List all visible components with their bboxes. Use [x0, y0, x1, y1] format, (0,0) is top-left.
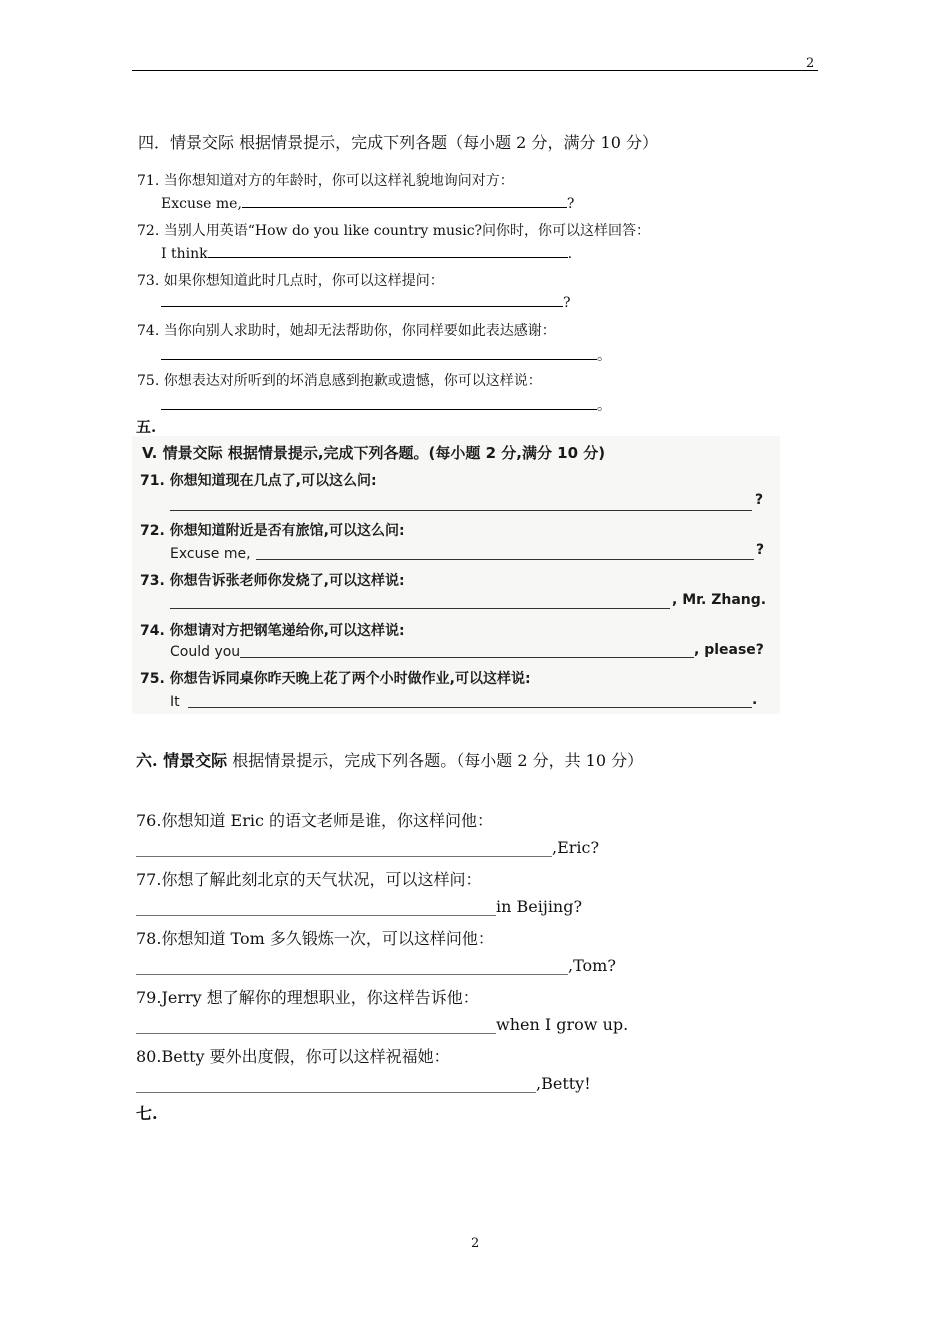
section4-q71: 71. 当你想知道对方的年龄时，你可以这样礼貌地询问对方：: [137, 173, 514, 189]
section6-q80-answer[interactable]: __________________________________________________,Betty!: [136, 1074, 591, 1093]
section6-q80: 80.Betty 要外出度假，你可以这样祝福她：: [136, 1047, 450, 1066]
scan-q73-end: , Mr. Zhang.: [672, 592, 767, 608]
section4-q73-end: ?: [563, 295, 571, 311]
answer-blank[interactable]: [242, 195, 567, 208]
section4-q75: 75. 你想表达对所听到的坏消息感到抱歉或遗憾，你可以这样说：: [137, 373, 542, 389]
scan-q74: 74. 你想请对方把钢笔递给你,可以这样说:: [140, 623, 405, 639]
scan-q72: 72. 你想知道附近是否有旅馆,可以这么问:: [140, 523, 405, 539]
section6-q77-answer[interactable]: _____________________________________________in Beijing?: [136, 897, 583, 916]
section4-q74-answer: [161, 345, 611, 365]
section6-q79: 79.Jerry 想了解你的理想职业，你这样告诉他：: [136, 988, 479, 1007]
section6-title-rest: 根据情景提示，完成下列各题。（每小题 2 分，共 10 分）: [227, 751, 644, 770]
scan-q74-end: , please?: [694, 642, 764, 658]
scan-answer-line[interactable]: [170, 510, 752, 511]
scan-q72-end: ?: [756, 542, 765, 558]
section6-q78-answer[interactable]: ______________________________________________________,Tom?: [136, 956, 616, 975]
answer-blank[interactable]: [161, 294, 563, 307]
section7-label: 七.: [136, 1104, 158, 1123]
section6-q76: 76.你想知道 Eric 的语文老师是谁，你这样问他：: [136, 811, 494, 830]
section6-q79-answer[interactable]: _____________________________________________when I grow up.: [136, 1015, 629, 1034]
scan-q75: 75. 你想告诉同桌你昨天晚上花了两个小时做作业,可以这样说:: [140, 671, 531, 687]
scanned-exercise-image: [132, 436, 780, 714]
answer-blank[interactable]: [208, 245, 568, 258]
section4-q73: 73. 如果你想知道此时几点时，你可以这样提问：: [137, 273, 444, 289]
header-page-number: 2: [806, 56, 815, 71]
section6-title-bold: 六. 情景交际: [136, 751, 228, 770]
header-rule: [132, 70, 818, 71]
scan-q75-prefix: It: [170, 694, 180, 710]
scan-q73: 73. 你想告诉张老师你发烧了,可以这样说:: [140, 573, 405, 589]
scan-answer-line[interactable]: [240, 657, 694, 658]
scan-answer-line[interactable]: [256, 559, 754, 560]
scan-q71: 71. 你想知道现在几点了,可以这么问:: [140, 473, 377, 489]
section4-q71-prefix: Excuse me,: [161, 196, 242, 212]
section4-q72: 72. 当别人用英语“How do you like country music?问你时，你可以这样回答：: [137, 223, 651, 239]
scan-q74-prefix: Could you: [170, 644, 241, 660]
section4-q75-answer: [161, 395, 611, 415]
section4-q71-end: ?: [566, 196, 575, 212]
scan-q71-end: ?: [755, 492, 764, 508]
scan-q75-end: .: [752, 692, 758, 708]
section6-title: [136, 748, 643, 771]
scan-answer-line[interactable]: [188, 707, 752, 708]
footer-page-number: 2: [471, 1236, 480, 1251]
scan-title: V. 情景交际 根据情景提示,完成下列各题。(每小题 2 分,满分 10 分): [142, 444, 606, 462]
section4-title: 四．情景交际 根据情景提示，完成下列各题（每小题 2 分，满分 10 分）: [138, 133, 658, 152]
section4-q73-answer: [161, 294, 571, 311]
section4-q72-end: .: [567, 246, 573, 262]
section4-q75-end: 。: [597, 398, 611, 414]
section4-q72-answer: [161, 245, 572, 262]
section5-label: 五.: [136, 418, 157, 436]
scan-answer-line[interactable]: [170, 608, 670, 609]
section4-q72-prefix: I think: [161, 246, 208, 262]
section4-q74-end: 。: [597, 348, 611, 364]
answer-blank[interactable]: [161, 397, 597, 410]
answer-blank[interactable]: [161, 347, 597, 360]
section6-q78: 78.你想知道 Tom 多久锻炼一次，可以这样问他：: [136, 929, 494, 948]
section4-q74: 74. 当你向别人求助时，她却无法帮助你，你同样要如此表达感谢：: [137, 323, 556, 339]
section4-q71-answer: [161, 195, 574, 212]
section6-q77: 77.你想了解此刻北京的天气状况，可以这样问：: [136, 870, 482, 889]
section6-q76-answer[interactable]: ____________________________________________________,Eric?: [136, 838, 600, 857]
scan-q72-prefix: Excuse me,: [170, 546, 251, 562]
